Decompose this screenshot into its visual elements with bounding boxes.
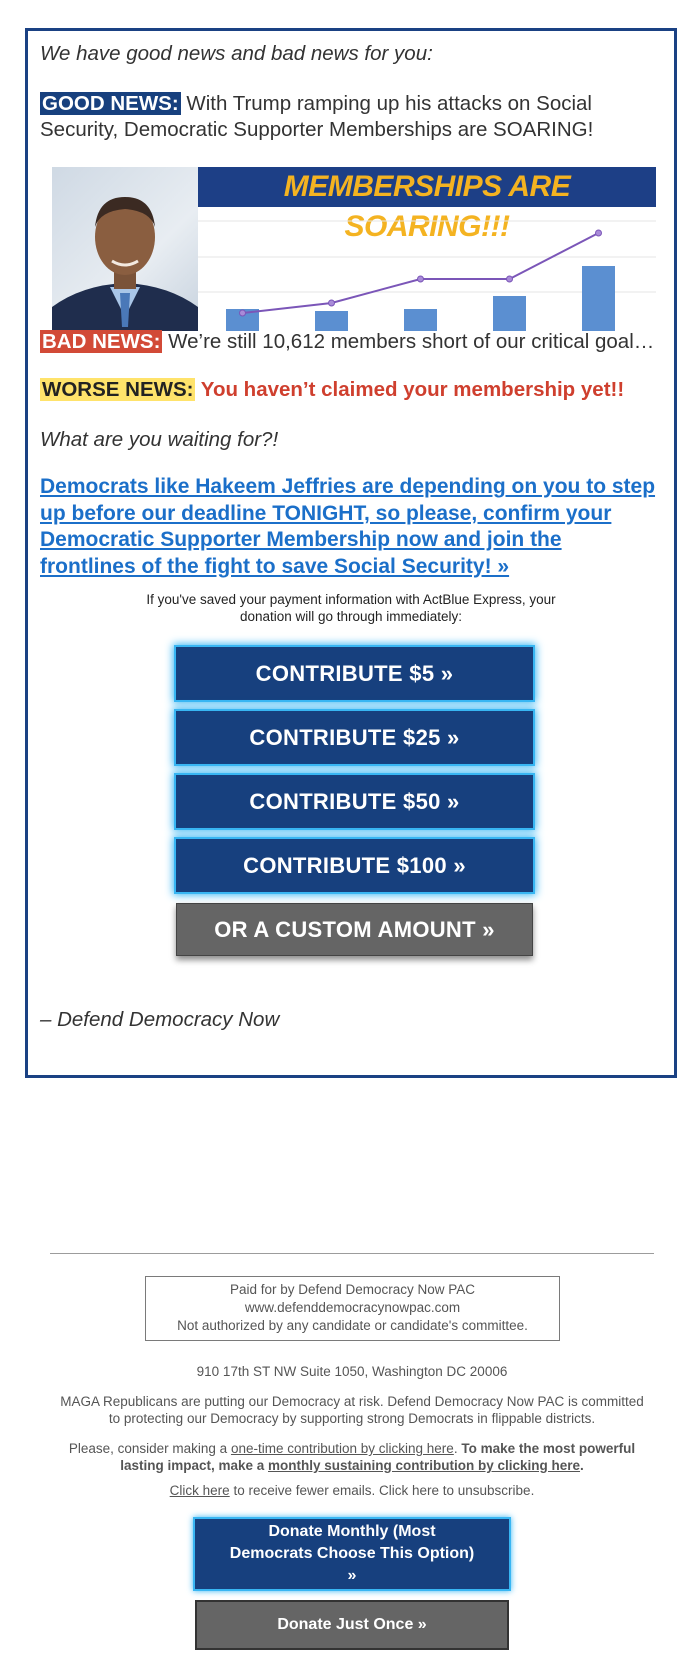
worse-news-tag: WORSE NEWS:	[42, 378, 194, 401]
website-text: www.defenddemocracynowpac.com	[244, 1300, 461, 1315]
hero-point	[596, 230, 602, 236]
bad-news-text: We’re still 10,612 members short of our critical goal…	[162, 330, 655, 353]
custom-amount-button[interactable]: OR A CUSTOM AMOUNT »	[176, 903, 533, 956]
consider-text	[50, 1440, 654, 1474]
worse-news-text: You haven’t claimed your membership yet!!	[195, 378, 625, 401]
express-note: If you've saved your payment information with ActBlue Express, your donation will go through immediately:	[146, 592, 556, 624]
worse-news-paragraph	[40, 377, 662, 403]
donate-monthly-button[interactable]: Donate Monthly (Most Democrats Choose This Option) »	[195, 1519, 509, 1589]
contribute-25-button[interactable]: CONTRIBUTE $25 »	[176, 711, 533, 764]
unsubscribe-text: to receive fewer emails. Click here to unsubscribe.	[229, 1483, 535, 1498]
good-news-paragraph	[40, 91, 662, 143]
fewer-emails-text	[50, 1482, 654, 1499]
fewer-emails-link[interactable]: Click here	[169, 1483, 230, 1498]
hero-bar	[404, 309, 437, 331]
intro-text: We have good news and bad news for you:	[40, 42, 433, 65]
good-news-text: With Trump ramping up his attacks on Social Security, Democratic Supporter Memberships are SOARING!	[40, 92, 594, 141]
hero-point	[329, 300, 335, 306]
hero-point	[240, 310, 246, 316]
bad-news-paragraph	[40, 329, 662, 355]
signature: – Defend Democracy Now	[40, 1008, 280, 1031]
contribute-5-button[interactable]: CONTRIBUTE $5 »	[176, 647, 533, 700]
address-text: 910 17th ST NW Suite 1050, Washington DC 20006	[196, 1364, 508, 1379]
hero-bar	[315, 311, 348, 331]
paid-for-text: Paid for by Defend Democracy Now PAC	[229, 1282, 476, 1297]
hero-point	[507, 276, 513, 282]
hero-image[interactable]	[52, 167, 656, 331]
powerful-pre: To make the most powerful lasting impact, make a	[120, 1441, 636, 1473]
contribute-50-button[interactable]: CONTRIBUTE $50 »	[176, 775, 533, 828]
powerful-post: .	[580, 1458, 584, 1473]
question-text: What are you waiting for?!	[40, 428, 279, 451]
email-card	[25, 28, 677, 1078]
hero-point	[418, 276, 424, 282]
hero-chart	[198, 207, 656, 331]
contribute-100-button[interactable]: CONTRIBUTE $100 »	[176, 839, 533, 892]
consider-mid: .	[453, 1441, 462, 1456]
donate-once-button[interactable]: Donate Just Once »	[195, 1600, 509, 1650]
hero-banner: MEMBERSHIPS ARE SOARING!!!	[198, 167, 656, 207]
bad-news-tag: BAD NEWS:	[42, 330, 161, 353]
good-news-tag: GOOD NEWS:	[42, 92, 179, 115]
cta-paragraph	[40, 474, 662, 580]
disclaimer-box	[145, 1276, 560, 1341]
not-authorized-text: Not authorized by any candidate or candidate's committee.	[177, 1318, 528, 1333]
footer-divider	[50, 1253, 654, 1254]
monthly-link[interactable]: monthly sustaining contribution by clicking here	[268, 1458, 581, 1473]
hero-bar	[582, 266, 615, 331]
hero-bar	[493, 296, 526, 331]
one-time-link[interactable]: one-time contribution by clicking here	[230, 1441, 454, 1456]
candidate-photo	[52, 167, 198, 331]
mission-text: MAGA Republicans are putting our Democracy at risk. Defend Democracy Now PAC is committed to protecting our Democracy by supporting strong Democrats in flippable districts.	[60, 1394, 644, 1426]
cta-link[interactable]: Democrats like Hakeem Jeffries are depending on you to step up before our deadline TONIGHT, so please, confirm your Democratic Supporter Membership now and join the frontlines of the fight to save Social Security! »	[40, 475, 656, 578]
consider-pre: Please, consider making a	[68, 1441, 231, 1456]
hero-trend-line	[243, 233, 599, 313]
